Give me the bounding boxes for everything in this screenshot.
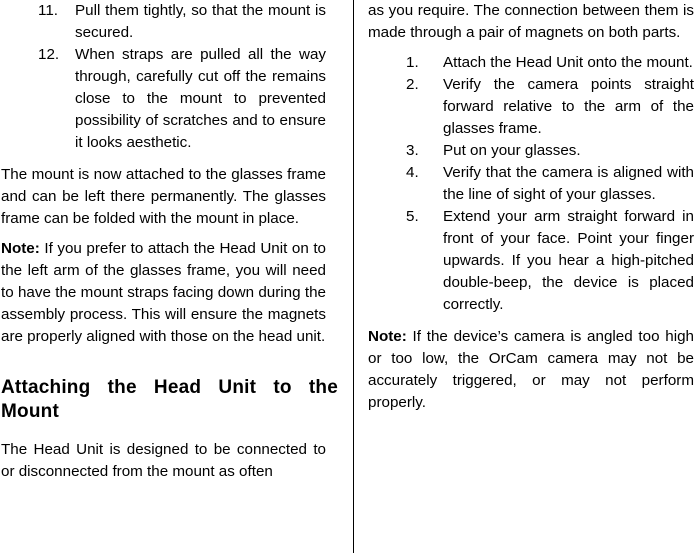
note-label: Note: (368, 328, 407, 345)
list-item-text: When straps are pulled all the way through, carefully cut off the remains close to the mount to prevented possibility of scratches and to ensure it looks aesthetic. (75, 46, 326, 151)
list-item-number: 11. (38, 2, 58, 19)
note-label: Note: (1, 240, 40, 257)
list-item-number: 1. (406, 54, 419, 71)
list-item-text: Extend your arm straight forward in front of your face. Point your finger upwards. If you hear a high-pitched double-beep, the device is placed correctly. (443, 208, 694, 313)
list-item-text: Put on your glasses. (443, 142, 581, 159)
note-paragraph (1, 238, 326, 348)
list-item-number: 5. (406, 208, 419, 225)
list-item-text: Verify that the camera is aligned with the line of sight of your glasses. (443, 164, 694, 203)
note-paragraph (368, 326, 694, 414)
list-item-number: 12. (38, 46, 60, 63)
list-item-number: 4. (406, 164, 419, 181)
list-item-number: 3. (406, 142, 419, 159)
list-item (368, 140, 694, 162)
list-item-text: Pull them tightly, so that the mount is secured. (75, 2, 326, 41)
list-item (1, 0, 326, 44)
list-item (368, 162, 694, 206)
note-text: If the device’s camera is angled too high or too low, the OrCam camera may not be accurately triggered, or may not perform properly. (368, 328, 694, 411)
note-text: If you prefer to attach the Head Unit on to the left arm of the glasses frame, you will need to have the mount straps facing down during the assembly process. This will ensure the magnets are properly aligned with those on the head unit. (1, 240, 326, 345)
mount-attached-paragraph: The mount is now attached to the glasses frame and can be left there permanently. The glasses frame can be folded with the mount in place. (1, 166, 326, 227)
list-item (368, 52, 694, 74)
list-item (368, 74, 694, 140)
list-item (1, 44, 326, 154)
section-heading: Attaching the Head Unit to the Mount (1, 377, 338, 422)
column-divider (353, 0, 354, 553)
connection-paragraph: as you require. The connection between them is made through a pair of magnets on both parts. (368, 2, 694, 41)
list-item (368, 206, 694, 316)
list-item-text: Attach the Head Unit onto the mount. (443, 54, 693, 71)
left-column (1, 0, 338, 483)
right-column (368, 0, 694, 414)
head-unit-paragraph: The Head Unit is designed to be connected to or disconnected from the mount as often (1, 441, 326, 480)
list-item-number: 2. (406, 76, 419, 93)
list-item-text: Verify the camera points straight forward relative to the arm of the glasses frame. (443, 76, 694, 137)
